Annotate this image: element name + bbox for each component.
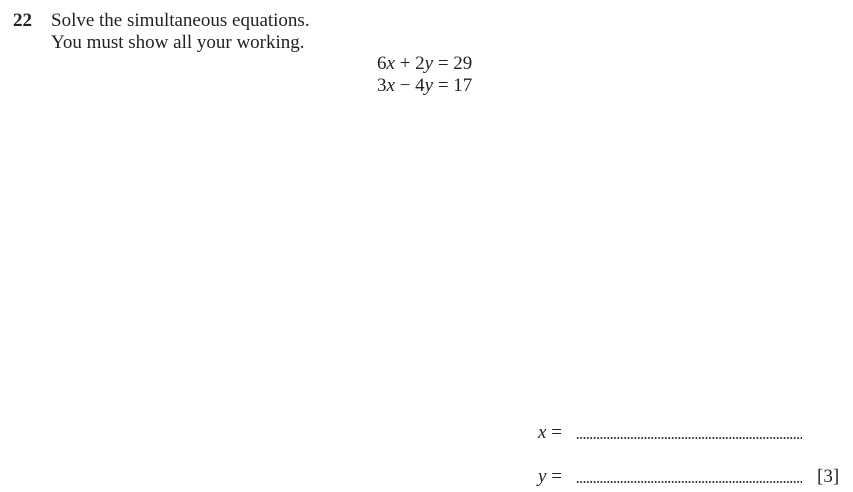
- question-number: 22: [13, 10, 32, 31]
- working-instruction: You must show all your working.: [51, 32, 305, 53]
- equation-1-var-y: y: [424, 53, 434, 74]
- answer-y-equals: =: [546, 466, 562, 487]
- answer-x-variable: x: [538, 422, 547, 443]
- equation-2-var-y: y: [424, 75, 434, 96]
- equation-2-coef-y: − 4: [394, 75, 425, 96]
- equation-1-coef-y: + 2: [394, 53, 425, 74]
- answer-y-variable: y: [538, 466, 547, 487]
- equation-2-coef-x: 3: [377, 75, 387, 96]
- equation-2-var-x: x: [386, 75, 395, 96]
- answer-y-line[interactable]: [576, 481, 802, 483]
- equation-1: [377, 53, 472, 75]
- equation-1-coef-x: 6: [377, 53, 387, 74]
- marks-label: [3]: [817, 466, 840, 487]
- answer-x-equals: =: [546, 422, 562, 443]
- equation-2-rhs: = 17: [433, 75, 473, 96]
- question-instruction: Solve the simultaneous equations.: [51, 10, 310, 31]
- equation-2: [377, 75, 472, 97]
- answer-x-line[interactable]: [576, 437, 802, 439]
- equation-1-var-x: x: [386, 53, 395, 74]
- equation-1-rhs: = 29: [433, 53, 473, 74]
- answer-x-label: [538, 422, 562, 444]
- answer-y-label: [538, 466, 562, 488]
